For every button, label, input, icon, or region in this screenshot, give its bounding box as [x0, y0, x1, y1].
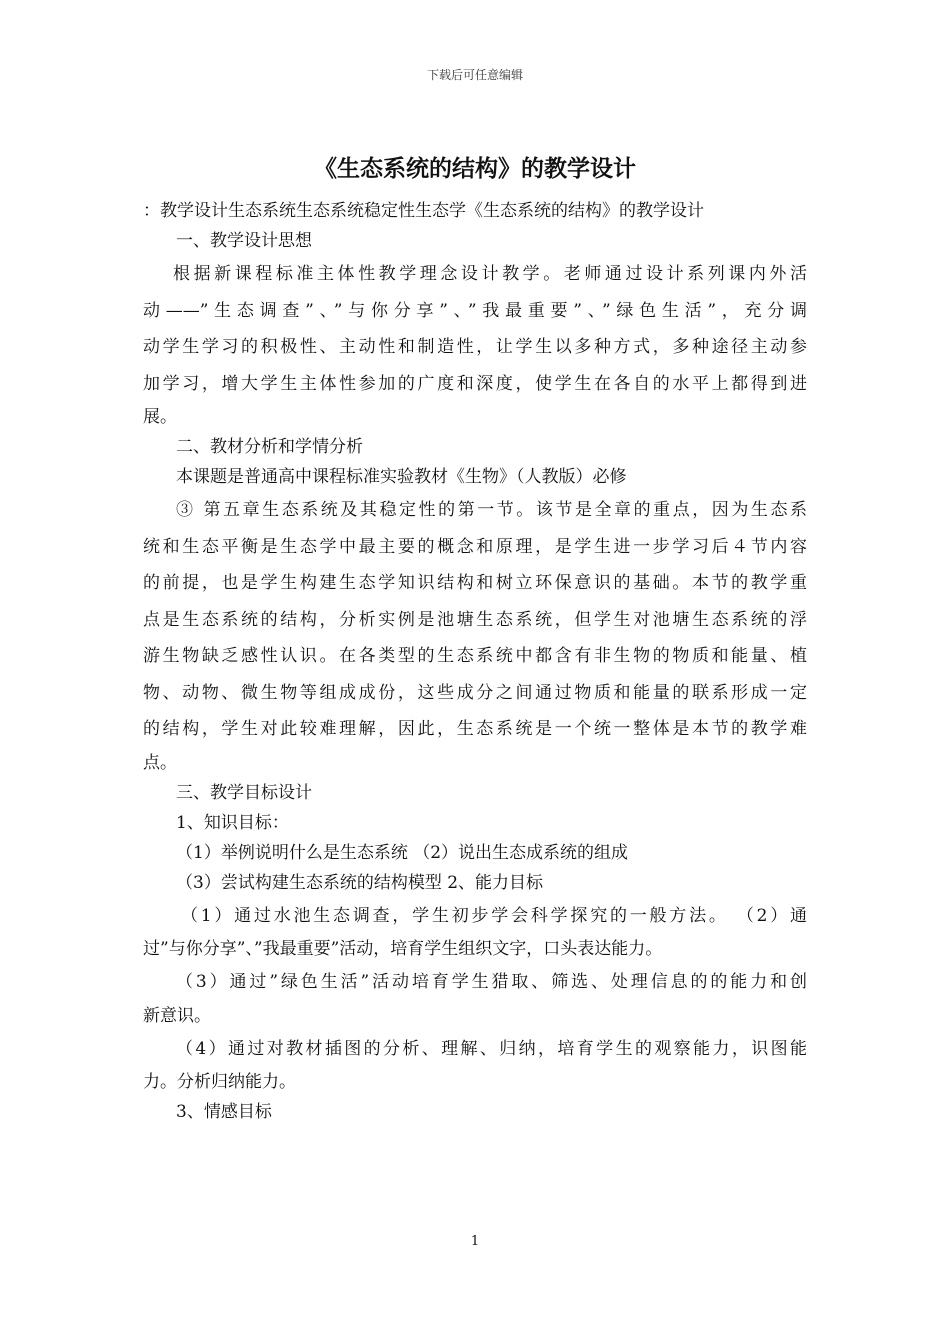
section1-line: 加学习，增大学生主体性参加的广度和深度，使学生在各自的水平上都得到进: [143, 373, 807, 394]
page-number: 1: [470, 1234, 480, 1249]
section2-intro: 本课题是普通高中课程标准实验教材《生物》（人教版）必修: [176, 467, 627, 487]
section2-line: ③ 第五章生态系统及其稳定性的第一节。该节是全章的重点，因为生态系: [176, 500, 807, 520]
keywords-line: ：教学设计生态系统生态系统稳定性生态学《生态系统的结构》的教学设计: [143, 201, 704, 221]
section3-heading: 三、教学目标设计: [176, 782, 312, 803]
knowledge-goals-heading: 1、知识目标：: [176, 812, 289, 833]
section1-line: 展。: [143, 407, 177, 427]
ability-goal-line: （1）通过水池生态调查，学生初步学会科学探究的一般方法。 （2）通: [181, 905, 807, 926]
emotion-goals-heading: 3、情感目标: [176, 1102, 272, 1122]
section2-line: 统和生态平衡是生态学中最主要的概念和原理，是学生进一步学习后４节内容: [143, 536, 807, 557]
section1-line: 动学生学习的积极性、主动性和制造性，让学生以多种方式，多种途径主动参: [143, 337, 807, 357]
ability-goal-line: （3）通过”绿色生活”活动培育学生猎取、筛选、处理信息的的能力和创: [176, 972, 807, 992]
section1-line: 动——”生态调查”、”与你分享”、”我最重要”、”绿色生活”，充分调: [143, 300, 807, 321]
document-body: [143, 196, 807, 1127]
ability-goal-line: 力。分析归纳能力。: [143, 1072, 296, 1092]
section2-heading: 二、教材分析和学情分析: [176, 437, 363, 457]
ability-goal-line: （4）通过对教材插图的分析、理解、归纳，培育学生的观察能力，识图能: [176, 1038, 807, 1059]
section2-line: 点。: [143, 752, 177, 773]
section1-heading: 一、教学设计思想: [176, 231, 312, 251]
knowledge-goal-line: （1）举例说明什么是生态系统 （2）说出生态成系统的组成: [176, 842, 629, 863]
ability-goal-line: 新意识。: [143, 1005, 211, 1026]
knowledge-goal-line: （3）尝试构建生态系统的结构模型 2、能力目标: [176, 872, 544, 893]
header-note: 下载后可任意编辑: [426, 68, 523, 82]
section2-line: 的结构，学生对此较难理解，因此，生态系统是一个统一整体是本节的教学难: [143, 719, 807, 739]
section2-line: 点是生态系统的结构，分析实例是池塘生态系统，但学生对池塘生态系统的浮: [143, 609, 807, 630]
section2-line: 物、动物、微生物等组成成份，这些成分之间通过物质和能量的联系形成一定: [143, 682, 807, 703]
section2-line: 游生物缺乏感性认识。在各类型的生态系统中都含有非生物的物质和能量、植: [143, 646, 807, 666]
document-title: 《生态系统的结构》的教学设计: [314, 156, 636, 182]
section2-line: 的前提，也是学生构建生态学知识结构和树立环保意识的基础。本节的教学重: [143, 573, 807, 593]
ability-goal-line: 过”与你分享”、”我最重要”活动，培育学生组织文字，口头表达能力。: [143, 939, 663, 959]
section1-line: 根据新课程标准主体性教学理念设计教学。老师通过设计系列课内外活: [173, 264, 807, 284]
